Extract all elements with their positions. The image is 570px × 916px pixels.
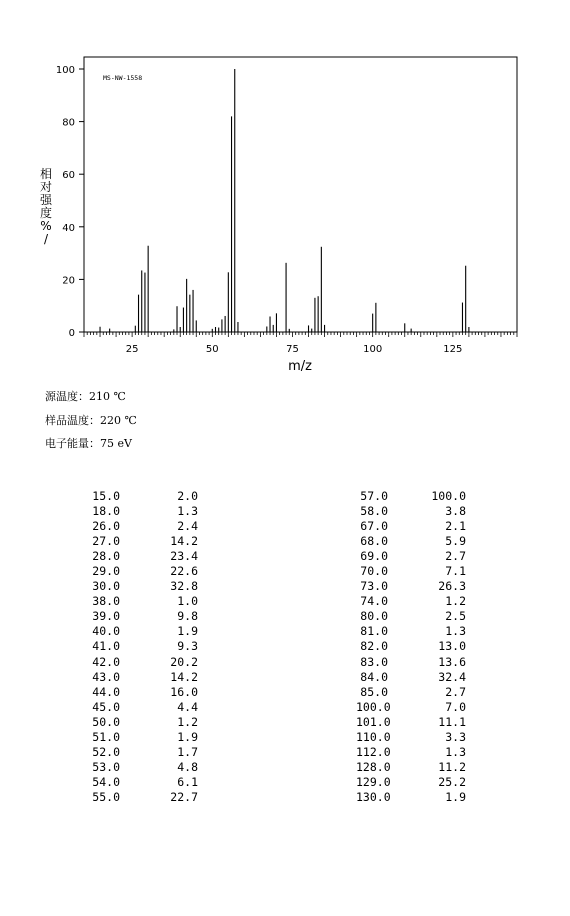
y-tick-label: 100 bbox=[55, 65, 75, 76]
peak-mz: 57.0 bbox=[360, 489, 388, 503]
peak-row bbox=[88, 549, 198, 564]
x-tick-label: 100 bbox=[363, 344, 383, 355]
sample-temperature: 样品温度：220 ℃ bbox=[45, 414, 137, 427]
peak-row bbox=[356, 760, 466, 775]
peak-row bbox=[356, 745, 466, 760]
peak-row bbox=[88, 670, 198, 685]
y-axis-title-char: 对 bbox=[39, 180, 53, 194]
peak-abundance: 4.4 bbox=[177, 699, 198, 714]
peak-row bbox=[88, 730, 198, 745]
peak-row bbox=[356, 730, 466, 745]
peak-abundance: 2.7 bbox=[445, 549, 466, 564]
peak-abundance: 32.4 bbox=[438, 669, 466, 684]
peak-table-left bbox=[88, 489, 198, 805]
peak-abundance: 23.4 bbox=[170, 549, 198, 564]
peak-abundance: 22.6 bbox=[170, 564, 198, 579]
peak-abundance: 14.2 bbox=[170, 669, 198, 684]
peak-mz: 18.0 bbox=[92, 504, 120, 519]
y-tick-label: 40 bbox=[62, 222, 75, 234]
peak-abundance: 1.3 bbox=[177, 504, 198, 519]
y-tick-label: 80 bbox=[62, 117, 75, 129]
peak-row bbox=[356, 579, 466, 594]
peak-mz: 28.0 bbox=[92, 549, 120, 564]
peak-abundance: 2.5 bbox=[445, 609, 466, 624]
peak-abundance: 2.7 bbox=[445, 684, 466, 699]
peak-mz: 30.0 bbox=[92, 579, 120, 594]
peak-row bbox=[88, 519, 198, 534]
peak-mz: 55.0 bbox=[92, 789, 120, 804]
peak-abundance: 32.8 bbox=[170, 579, 198, 594]
y-tick-label: 0 bbox=[68, 328, 75, 339]
peak-mz: 58.0 bbox=[360, 504, 388, 519]
peak-mz: 85.0 bbox=[360, 684, 388, 699]
peak-abundance: 1.3 bbox=[445, 624, 466, 639]
peak-mz: 54.0 bbox=[92, 774, 120, 789]
peak-abundance: 11.2 bbox=[438, 759, 466, 774]
peak-mz: 84.0 bbox=[360, 669, 388, 684]
peak-mz: 130.0 bbox=[356, 789, 391, 804]
peak-abundance: 1.2 bbox=[445, 594, 466, 609]
peak-mz: 50.0 bbox=[92, 714, 120, 729]
peak-row bbox=[356, 655, 466, 670]
peak-abundance: 9.3 bbox=[177, 639, 198, 654]
peak-abundance: 100.0 bbox=[431, 489, 466, 503]
peak-mz: 128.0 bbox=[356, 759, 391, 774]
peak-abundance: 2.0 bbox=[177, 489, 198, 503]
peak-mz: 68.0 bbox=[360, 534, 388, 549]
source-temperature: 源温度：210 ℃ bbox=[45, 390, 126, 403]
peak-row bbox=[356, 489, 466, 504]
x-tick-label: 25 bbox=[125, 344, 139, 355]
y-axis-title-char: 相 bbox=[39, 167, 53, 181]
x-tick-label: 75 bbox=[286, 344, 299, 355]
peak-abundance: 13.0 bbox=[438, 639, 466, 654]
peak-abundance: 1.9 bbox=[177, 729, 198, 744]
peak-row bbox=[356, 670, 466, 685]
peak-mz: 26.0 bbox=[92, 519, 120, 534]
y-axis-title-char: % bbox=[40, 219, 52, 233]
peak-row bbox=[88, 745, 198, 760]
peak-row bbox=[88, 685, 198, 700]
peak-mz: 27.0 bbox=[92, 534, 120, 549]
peak-table-right bbox=[356, 489, 466, 805]
peak-row bbox=[356, 790, 466, 805]
peak-mz: 42.0 bbox=[92, 654, 120, 669]
peak-row bbox=[88, 655, 198, 670]
peak-abundance: 20.2 bbox=[170, 654, 198, 669]
peak-row bbox=[356, 639, 466, 654]
peak-mz: 39.0 bbox=[92, 609, 120, 624]
peak-abundance: 5.9 bbox=[445, 534, 466, 549]
peak-mz: 82.0 bbox=[360, 639, 388, 654]
peak-mz: 51.0 bbox=[92, 729, 120, 744]
peak-mz: 73.0 bbox=[360, 579, 388, 594]
peak-row bbox=[356, 504, 466, 519]
peak-abundance: 6.1 bbox=[177, 774, 198, 789]
peak-mz: 81.0 bbox=[360, 624, 388, 639]
peak-mz: 43.0 bbox=[92, 669, 120, 684]
y-axis-title-char: / bbox=[43, 232, 49, 246]
peak-row bbox=[88, 504, 198, 519]
electron-energy: 电子能量：75 eV bbox=[45, 437, 132, 450]
peak-row bbox=[356, 594, 466, 609]
peak-mz: 40.0 bbox=[92, 624, 120, 639]
peak-row bbox=[356, 700, 466, 715]
peak-row bbox=[88, 534, 198, 549]
peak-mz: 110.0 bbox=[356, 729, 391, 744]
peak-abundance: 3.3 bbox=[445, 729, 466, 744]
peak-mz: 69.0 bbox=[360, 549, 388, 564]
peak-row bbox=[356, 715, 466, 730]
peak-abundance: 4.8 bbox=[177, 759, 198, 774]
peak-row bbox=[356, 564, 466, 579]
peak-mz: 129.0 bbox=[356, 774, 391, 789]
peak-row bbox=[88, 790, 198, 805]
plot-frame bbox=[84, 57, 517, 332]
peak-abundance: 1.9 bbox=[445, 789, 466, 804]
peak-row bbox=[356, 685, 466, 700]
peak-mz: 83.0 bbox=[360, 654, 388, 669]
peak-mz: 101.0 bbox=[356, 714, 391, 729]
peak-row bbox=[356, 549, 466, 564]
peak-abundance: 1.3 bbox=[445, 744, 466, 759]
peak-abundance: 2.1 bbox=[445, 519, 466, 534]
peak-mz: 74.0 bbox=[360, 594, 388, 609]
peak-abundance: 14.2 bbox=[170, 534, 198, 549]
peak-row bbox=[88, 715, 198, 730]
peak-row bbox=[88, 624, 198, 639]
x-tick-label: 125 bbox=[443, 344, 463, 355]
peak-row bbox=[88, 579, 198, 594]
peak-abundance: 13.6 bbox=[438, 654, 466, 669]
peak-row bbox=[88, 489, 198, 504]
peak-mz: 67.0 bbox=[360, 519, 388, 534]
peak-row bbox=[88, 639, 198, 654]
peak-abundance: 1.9 bbox=[177, 624, 198, 639]
peak-abundance: 1.0 bbox=[177, 594, 198, 609]
y-tick-label: 20 bbox=[62, 275, 75, 287]
x-axis-title: m/z bbox=[288, 359, 312, 374]
peak-abundance: 16.0 bbox=[170, 684, 198, 699]
peak-row bbox=[88, 775, 198, 790]
peak-abundance: 7.1 bbox=[445, 564, 466, 579]
peak-abundance: 1.7 bbox=[177, 744, 198, 759]
peak-row bbox=[88, 760, 198, 775]
peak-mz: 15.0 bbox=[92, 489, 120, 503]
peak-mz: 52.0 bbox=[92, 744, 120, 759]
peak-abundance: 11.1 bbox=[438, 714, 466, 729]
peak-abundance: 26.3 bbox=[438, 579, 466, 594]
peak-mz: 112.0 bbox=[356, 744, 391, 759]
peak-mz: 80.0 bbox=[360, 609, 388, 624]
y-axis-title-char: 度 bbox=[39, 206, 53, 220]
peak-mz: 70.0 bbox=[360, 564, 388, 579]
peak-mz: 53.0 bbox=[92, 759, 120, 774]
peak-abundance: 7.0 bbox=[445, 699, 466, 714]
y-axis-title bbox=[40, 166, 53, 246]
y-axis-title-char: 强 bbox=[39, 193, 53, 207]
peak-mz: 44.0 bbox=[92, 684, 120, 699]
peak-row bbox=[88, 700, 198, 715]
peak-mz: 41.0 bbox=[92, 639, 120, 654]
peak-row bbox=[88, 564, 198, 579]
peak-abundance: 9.8 bbox=[177, 609, 198, 624]
peak-abundance: 1.2 bbox=[177, 714, 198, 729]
peak-row bbox=[356, 775, 466, 790]
peak-row bbox=[88, 609, 198, 624]
peak-mz: 38.0 bbox=[92, 594, 120, 609]
peak-row bbox=[356, 609, 466, 624]
spectrum-id-label: MS-NW-1558 bbox=[103, 74, 143, 82]
peak-abundance: 3.8 bbox=[445, 504, 466, 519]
peak-abundance: 22.7 bbox=[170, 789, 198, 804]
y-tick-label: 60 bbox=[62, 170, 75, 182]
peak-mz: 29.0 bbox=[92, 564, 120, 579]
mass-spectrum-chart bbox=[0, 0, 570, 380]
peak-mz: 100.0 bbox=[356, 699, 391, 714]
x-tick-label: 50 bbox=[205, 344, 219, 355]
peak-mz: 45.0 bbox=[92, 699, 120, 714]
peak-row bbox=[88, 594, 198, 609]
peak-abundance: 2.4 bbox=[177, 519, 198, 534]
peak-row bbox=[356, 534, 466, 549]
peak-abundance: 25.2 bbox=[438, 774, 466, 789]
peak-row bbox=[356, 624, 466, 639]
peak-row bbox=[356, 519, 466, 534]
